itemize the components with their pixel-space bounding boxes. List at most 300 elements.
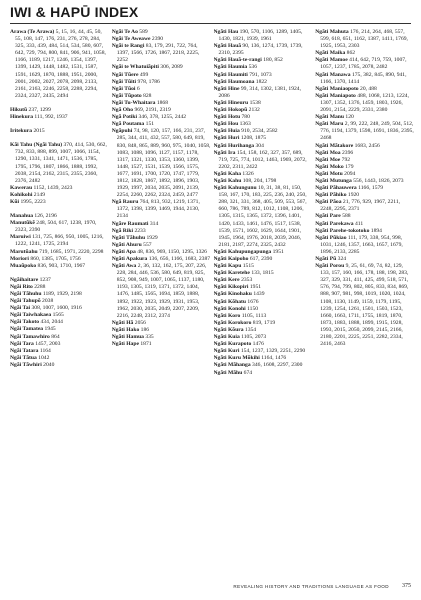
index-entry-name: Ngāi Rito — [10, 283, 33, 290]
index-entry — [214, 263, 313, 270]
index-entry-name: Ngāti Hurihanga — [213, 142, 255, 149]
index-entry-pages: 2015 — [33, 128, 45, 135]
index-entry-pages: 180, 852 — [263, 57, 283, 64]
page-footer — [10, 583, 411, 593]
index-entry-name: Ngāi te Rangi — [111, 43, 145, 50]
index-entry-pages: 2288 — [34, 283, 46, 290]
index-column — [214, 29, 313, 574]
index-entry — [214, 306, 313, 313]
index-entry-pages: 1945 — [44, 326, 56, 333]
index-entry-name: Marutūahu — [10, 248, 38, 255]
index-entry-pages: 2353 — [241, 277, 253, 284]
index-entry-pages: 969, 2191, 2319 — [134, 107, 171, 114]
index-entry — [315, 29, 414, 50]
index-entry-name: Ngā Potiki — [111, 114, 138, 121]
index-entry-pages: 434, 2044 — [40, 319, 63, 326]
index-entry-pages: 1929 — [146, 234, 158, 241]
index-entry-name: Ngāi Takoto — [10, 319, 40, 326]
index-entry-name: Ngāi Tai — [10, 305, 31, 312]
index-entry-name: Ngāti Hape — [111, 341, 139, 348]
index-entry-pages: 1208, 1875 — [240, 135, 267, 142]
index-entry — [315, 235, 414, 256]
page-title: IWI & HAPŪ INDEX — [10, 4, 139, 20]
index-entry — [214, 79, 313, 86]
index-entry-pages: 719, 1685, 1971, 2220, 2298 — [39, 248, 104, 255]
index-entry — [10, 107, 109, 114]
index-entry-pages: 1439 — [253, 291, 265, 298]
index-entry — [112, 43, 211, 64]
index-entry-pages: 6 — [136, 85, 140, 92]
index-entry-pages: 1166, 1579 — [358, 185, 384, 192]
index-entry-name: Ngāre Raumati — [111, 220, 149, 227]
index-entry-pages: 136, 656, 1166, 1683, 2387 — [148, 256, 211, 262]
index-entry — [315, 178, 414, 185]
index-entry-name: Ngāi Tamawhiro — [10, 333, 50, 340]
index-entry-name: Ngāti Konohi — [213, 305, 246, 312]
index-entry-name: Ngāti Hineuru — [213, 99, 249, 106]
index-entry — [315, 185, 414, 192]
index-entry — [214, 277, 313, 284]
index-entry-pages: 186 — [140, 326, 150, 333]
index-entry — [214, 249, 313, 256]
index-entry — [214, 107, 313, 114]
index-entry — [214, 284, 313, 291]
index-entry-pages: 74, 98, 120, 157, 166, 231, 237, 285, 344, 411, 432, 557, 580, 649, 819, 830, 848, 865, 889, 960, 975, 1040, 1058, 1083, 1088, 1096, 1127, 1157, 1178, 1317, 1321, 1330, 1353, 1360, 1399, 1448, 1527, 1531, 1539, 1566, 1575, 1677, 1691, 1700, 1720, 1747, 1779, 1812, 1828, 1867, 1892, 1896, 1903, 1929, 1997, 2034, 2035, 2091, 2139, 2254, 2260, 2262, 2324, 2459, 2477 — [116, 128, 211, 199]
index-entry-name: Ngāti Mamoe — [315, 57, 348, 64]
index-entry — [10, 185, 109, 192]
index-entry — [214, 334, 313, 341]
index-entry — [112, 72, 211, 79]
index-entry-pages: 1951 — [272, 248, 284, 255]
index-group — [112, 29, 211, 348]
index-entry-pages: 324 — [337, 256, 347, 262]
index-entry-name: Ngāti Hine — [213, 85, 240, 92]
index-entry-name: Ngāi Tatara — [10, 347, 39, 354]
index-entry-pages: 308, 1007, 1600, 1916 — [31, 305, 82, 312]
index-entry — [315, 228, 414, 235]
index-entry-pages: 1995, 2223 — [20, 198, 46, 205]
index-entry-pages: 1683, 2456 — [354, 142, 380, 149]
index-entry-name: Ngāti Pāhiko — [315, 192, 347, 199]
index-entry-pages: 556, 1443, 1826, 2073 — [353, 177, 404, 184]
index-group — [10, 107, 109, 121]
index-entry — [214, 29, 313, 43]
index-entry-name: Ngāti Koro — [213, 312, 241, 319]
index-entry — [112, 100, 211, 107]
index-entry-pages: 1363 — [239, 121, 251, 128]
index-entry — [315, 143, 414, 150]
index-entry-name: Ngāi Taiwhakaea — [10, 312, 52, 319]
index-entry-pages: 314 — [149, 220, 159, 227]
index-entry-name: Ngāti Kuri — [213, 348, 240, 355]
index-entry — [214, 320, 313, 327]
index-entry-name: Ngāi Tātua — [10, 354, 37, 361]
index-entry — [10, 284, 109, 291]
index-entry-pages: 764, 813, 932, 1219, 1371, 1372, 1398, 1399, 1469, 1944, 2130, 2134 — [116, 199, 200, 220]
index-entry-pages: 1457, 2003 — [35, 340, 61, 347]
index-entry-name: Ngāti Kikopiri — [213, 284, 249, 291]
index-entry-name: Ngāi Tūiti — [111, 78, 137, 85]
index-entry — [10, 334, 109, 341]
index-entry-pages: 335 — [145, 334, 154, 341]
index-header — [10, 3, 411, 24]
index-entry — [315, 164, 414, 171]
index-entry-pages: 21, 776, 929, 1967, 2211, 2248, 2295, 2371 — [320, 199, 401, 213]
index-entry-pages: 910, 2534, 2582 — [241, 128, 278, 135]
index-entry-name: Ngāti Mahuta — [315, 29, 349, 35]
index-entry-name: Ngāi Te Aweawe — [111, 36, 151, 43]
index-entry-name: Ngāi Tu-Whaitara — [111, 99, 156, 106]
page-number: 375 — [402, 583, 411, 589]
index-group — [10, 213, 109, 270]
index-entry — [214, 171, 313, 178]
index-entry — [10, 291, 109, 298]
index-entry-name: Hikutū — [10, 106, 28, 113]
index-entry-pages: 617, 2390 — [249, 256, 273, 262]
index-entry-pages: 411 — [354, 220, 364, 227]
index-entry-pages: 819, 1719 — [252, 319, 276, 326]
index-entry-pages: 346, 1608, 2297, 2300 — [252, 362, 303, 369]
index-entry-pages: 346, 378, 1255, 2442 — [138, 114, 187, 121]
index-entry — [10, 142, 109, 185]
index-entry — [112, 327, 211, 334]
index-entry-name: Ngāti Hauā — [213, 43, 242, 50]
index-entry — [315, 121, 414, 142]
index-entry — [112, 64, 211, 71]
index-entry — [214, 370, 313, 377]
index-entry-pages: 2, 36, 132, 162, 175, 207, 226, 228, 284, 446, 536, 580, 649, 819, 825, 852, 908, 949, 1007, 1065, 1137, 1180, 1193, 1305, 1319, 1371, 1372, 1404, 1476, 1485, 1565, 1694, 1859, 1888, 1892, 1922, 1923, 1929, 1931, 1953, 1962, 2030, 2035, 2049, 2207, 2209, 2216, 2248, 2312, 2374 — [116, 263, 207, 319]
index-entry-pages: 111, 179, 338, 954, 998, 1031, 1246, 1357, 1663, 1657, 1679, 1896, 2133, 2285 — [320, 234, 403, 255]
index-entry — [112, 334, 211, 341]
index-entry-name: Kawerau — [10, 184, 33, 191]
index-entry — [112, 221, 211, 228]
index-entry-pages: 836, 903, 1710, 1967 — [37, 262, 86, 269]
index-entry — [10, 114, 109, 121]
index-entry-name: Ngāti Hotu — [213, 114, 241, 121]
index-column — [10, 29, 109, 574]
index-group — [10, 277, 109, 369]
index-entry-name: Ngāti Kaha — [213, 170, 242, 177]
index-entry-name: Ngāti Kahungunu — [213, 185, 257, 192]
index-entry-pages: 1150 — [247, 305, 259, 312]
index-entry-name: Manahua — [10, 213, 34, 220]
index-entry-pages: 2, 99, 222, 248, 249, 504, 512, 776, 1194, 1379, 1598, 1691, 1836, 2395, 2468 — [320, 121, 414, 142]
index-entry-name: Ngāti Motu — [315, 170, 343, 177]
index-entry-name: Ngāti Kōhatu — [213, 298, 246, 305]
index-entry-name: Ngāti Hokopū — [213, 107, 248, 114]
index-entry — [315, 192, 414, 199]
index-entry — [112, 93, 211, 100]
index-entry-pages: 860, 1385, 1705, 1756 — [30, 255, 81, 262]
index-entry-pages: 1565 — [52, 312, 64, 319]
index-entry-name: Ngāti Moe — [315, 156, 341, 163]
index-entry-name: Ngāti Parehe-tokotoko — [315, 227, 370, 234]
index-entry-pages: 1152, 1439, 2423 — [33, 184, 73, 191]
index-column — [315, 29, 414, 574]
index-entry — [10, 319, 109, 326]
index-entry-name: Ngāi Tahupō — [10, 298, 41, 305]
index-group — [214, 29, 313, 377]
index-entry-name: Ngāti Hauā-te-rangi — [213, 57, 262, 64]
index-entry — [214, 135, 313, 142]
index-entry-name: Ngāti Kaipoho — [213, 256, 249, 262]
index-entry-pages: 1042 — [38, 354, 50, 361]
index-entry-pages: 248, 504, 617, 1238, 1970, 2323, 2390 — [15, 220, 97, 234]
index-entry-name: Ngāti Kōura — [213, 326, 244, 333]
index-entry — [112, 199, 211, 220]
index-group — [315, 29, 414, 348]
index-entry-pages: 370, 414, 530, 662, 732, 833, 888, 899, 1007, 1066, 1154, 1290, 1331, 1341, 1471, 1536, 1785, 1795, 1796, 1807, 1866, 1888, 1992, 2038, 2154, 2162, 2315, 2355, 2360, 2376, 2482 — [15, 142, 107, 184]
index-entry-pages: 1538 — [249, 99, 261, 106]
index-entry — [10, 298, 109, 305]
index-entry-name: Ngā Poutama — [111, 121, 145, 128]
index-entry-pages: 151 — [145, 121, 155, 128]
index-entry — [315, 72, 414, 86]
index-group — [10, 142, 109, 206]
index-entry — [112, 341, 211, 348]
index-entry-pages: 414, 642, 719, 759, 1007, 1057, 1237, 1785, 2078, 2482 — [320, 57, 407, 71]
index-entry-name: Ngā Oho — [111, 107, 134, 114]
index-entry-name: Iritekura — [10, 128, 33, 135]
index-entry — [315, 86, 414, 93]
index-entry-pages: 2056 — [134, 319, 146, 326]
index-entry-pages: 237, 1299 — [28, 106, 51, 113]
index-entry — [214, 348, 313, 355]
index-entry — [112, 249, 211, 256]
index-entry-name: Arawa (Te Arawa) — [10, 29, 55, 35]
index-entry-pages: 1105, 1113 — [241, 312, 267, 319]
index-entry — [214, 178, 313, 185]
index-entry — [214, 313, 313, 320]
index-entry — [315, 157, 414, 164]
index-entry — [214, 114, 313, 121]
index-entry-name: Ngāti Maniapoto — [315, 92, 356, 99]
index-entry-name: Ngāti Hau — [213, 29, 239, 35]
index-entry-name: Moriori — [10, 255, 29, 262]
index-entry-name: Ngāti Māhanga — [213, 362, 251, 369]
index-entry-pages: 864 — [51, 333, 60, 340]
index-entry-pages: 83, 179, 291, 722, 764, 1397, 1566, 1726, 1867, 2218, 2225, 2252 — [116, 43, 200, 64]
index-entry-name: Ngāi Tāhuhu — [10, 291, 42, 297]
index-entry-name: Muaūpoko — [10, 262, 37, 269]
index-entry — [10, 249, 109, 256]
index-entry — [315, 50, 414, 57]
index-entry-pages: 10, 31, 38, 81, 150, 158, 167, 170, 183, 225, 236, 240, 250, 288, 321, 331, 368, 405, 509, 553, 567, 660, 786, 789, 812, 1012, 1108, 1206, 1305, 1315, 1365, 1372, 1396, 1401, 1420, 1433, 1461, 1476, 1517, 1538, 1539, 1571, 1602, 1629, 1644, 1901, 1945, 1964, 1976, 2018, 2039, 2046, 2181, 2187, 2274, 2325, 2432 — [218, 185, 307, 248]
index-entry-name: Manutūkē — [10, 220, 35, 227]
index-entry — [112, 86, 211, 93]
index-entry-pages: 179 — [345, 163, 354, 170]
index-entry-name: Ngāti Haumia — [213, 64, 248, 71]
index-entry-name: Ngāi Te Ao — [111, 29, 138, 35]
index-entry-pages: 792 — [341, 156, 351, 163]
index-entry — [112, 114, 211, 121]
index-entry-pages: 2233 — [134, 227, 146, 234]
index-columns — [10, 29, 414, 574]
index-entry-name: Ngāti Pū — [315, 256, 337, 262]
index-entry-name: Ngāti Huri — [213, 135, 240, 142]
index-entry — [112, 263, 211, 320]
index-entry-name: Ngāti Moko — [315, 163, 344, 170]
index-entry — [214, 57, 313, 64]
index-entry-name: Hinekura — [10, 114, 34, 121]
index-entry — [112, 121, 211, 128]
index-entry-name: Ngāti Mātakore — [315, 142, 354, 149]
index-entry-pages: 2038 — [42, 298, 54, 305]
index-entry-name: Ngāti Pare — [315, 213, 341, 220]
index-entry-pages: 589 — [139, 29, 148, 35]
index-entry — [10, 128, 109, 135]
index-entry-pages: 2149 — [33, 191, 45, 198]
index-entry-pages: 133, 1815 — [251, 270, 274, 277]
index-entry-name: Ngāihaitare — [10, 276, 39, 283]
index-entry-pages: 1164, 1476 — [261, 355, 287, 362]
index-entry — [10, 305, 109, 312]
index-entry-name: Ngāti Huia — [213, 128, 240, 135]
index-entry-pages: 304 — [255, 142, 264, 149]
index-entry-name: Kohikohi — [10, 191, 33, 198]
index-entry — [112, 79, 211, 86]
index-entry-name: Ngā Riki — [111, 227, 134, 234]
index-entry-name: Ngāti Ira — [213, 149, 236, 156]
index-entry-name: Ngāti Kere — [213, 277, 240, 284]
index-entry — [214, 355, 313, 362]
index-entry — [214, 143, 313, 150]
index-entry — [10, 29, 109, 100]
index-entry — [315, 199, 414, 213]
index-entry — [10, 355, 109, 362]
index-entry — [10, 341, 109, 348]
index-entry — [112, 128, 211, 199]
index-entry — [10, 192, 109, 199]
index-entry-name: Ngāti Kurapoto — [213, 341, 252, 348]
index-entry — [112, 320, 211, 327]
index-entry-pages: 20, 488 — [360, 85, 377, 92]
index-entry — [214, 341, 313, 348]
index-entry — [112, 242, 211, 249]
index-entry-name: Ngāti Karetehe — [213, 270, 250, 277]
index-entry-pages: 120 — [345, 114, 354, 121]
index-entry-pages: 154, 1237, 1329, 2251, 2290 — [240, 348, 306, 355]
index-entry-name: Ngāti Haumoana — [213, 78, 255, 85]
index-entry-pages: 1189, 1929, 2198 — [42, 291, 82, 297]
index-entry-name: Ngāti Maika — [315, 50, 346, 57]
index-entry-pages: 1515 — [242, 263, 254, 270]
index-entry-name: Ngāti Kahupungapunga — [213, 248, 272, 255]
index-entry-name: Ngāti Maniaopoto — [315, 85, 359, 92]
index-entry-name: Ngāti Apakura — [111, 256, 148, 262]
index-entry-name: Ngāti Hā — [111, 319, 134, 326]
index-entry-pages: 1868 — [156, 99, 169, 106]
index-entry — [315, 57, 414, 71]
index-entry-name: Ngāti Kuru Mōkihi — [213, 355, 260, 362]
index-entry — [214, 256, 313, 263]
index-entry-pages: 1354 — [244, 326, 257, 333]
index-entry-name: Ngāti Pāoa — [315, 199, 342, 206]
index-entry-pages: 154, 158, 162, 327, 357, 689, 719, 725, 774, 1012, 1463, 1969, 2072, 2202, 2311, 2422 — [218, 149, 307, 170]
index-entry — [10, 256, 109, 263]
index-entry-name: Ngāti Kuia — [213, 334, 240, 341]
index-entry-pages: 2390 — [151, 36, 164, 43]
index-entry — [214, 64, 313, 71]
index-entry — [10, 348, 109, 355]
index-entry-pages: 499 — [139, 71, 149, 78]
index-entry-name: Ngāti Kahu — [213, 177, 242, 184]
index-group — [10, 29, 109, 100]
index-entry-pages: 176, 214, 264, 468, 557, 599, 618, 651, 1162, 1387, 1411, 1769, 1925, 1953, 2303 — [320, 29, 408, 50]
index-entry — [10, 199, 109, 206]
index-entry — [315, 256, 414, 263]
index-entry-pages: 1920 — [347, 192, 360, 199]
index-entry-name: Ngāti Porou — [315, 263, 345, 270]
index-entry-pages: 48, 836, 969, 1150, 1295, 1326 — [137, 248, 207, 255]
index-entry-name: Ngāti Kapu — [213, 263, 242, 270]
index-entry-pages: 1871 — [140, 341, 152, 348]
index-entry-pages: 175, 382, 845, 890, 941, 1166, 1370, 1414 — [320, 71, 407, 85]
index-entry-name: Ngāti Kinohaku — [213, 291, 252, 298]
index-entry — [315, 114, 414, 121]
index-entry-pages: 306, 2089 — [160, 64, 183, 71]
index-entry-name: Ngāi Tūoi — [111, 85, 136, 92]
index-entry-name: Ngāti Māhu — [213, 369, 243, 376]
index-entry — [112, 235, 211, 242]
index-entry-pages: 2396 — [341, 149, 354, 156]
index-entry — [112, 36, 211, 43]
index-entry-name: Ngā Rauru — [111, 199, 139, 206]
index-entry-pages: 780 — [241, 114, 250, 121]
index-entry-pages: 131, 725, 866, 950, 1005, 1216, 1222, 1241, 1725, 2194 — [15, 234, 104, 248]
index-entry — [112, 107, 211, 114]
index-entry-pages: 1476 — [252, 341, 264, 348]
index-entry-pages: 5, 15, 16, 44, 45, 50, 55, 108, 147, 176, 231, 276, 278, 284, 325, 333, 439, 484, 514, 534, 580, 607, 642, 729, 794, 800, 841, 906, 941, 1058, 1166, 1189, 1217, 1246, 1354, 1397, 1399, 1429, 1448, 1482, 1531, 1587, 1591, 1629, 1870, 1888, 1951, 2000, 2001, 2002, 2027, 2078, 2098, 2133, 2161, 2163, 2246, 2258, 2288, 2294, 2324, 2327, 2435, 2494 — [15, 29, 106, 99]
index-entry — [214, 270, 313, 277]
index-entry-name: Ngāi Tūpoto — [111, 92, 142, 99]
index-entry — [315, 263, 414, 348]
index-entry-name: Ngāti Hamua — [111, 334, 144, 341]
index-entry — [10, 220, 109, 234]
index-entry-pages: 862 — [346, 50, 356, 57]
index-entry — [10, 277, 109, 284]
index-entry — [214, 43, 313, 57]
index-entry-name: Ngāi Tūere — [111, 71, 139, 78]
index-entry-pages: 791, 1073 — [249, 71, 272, 78]
index-entry-name: Ngāti Ahuru — [111, 241, 142, 248]
index-entry-pages: 488, 1068, 1213, 1224, 1307, 1352, 1376, 1459, 1803, 1926, 2091, 2154, 2229, 2331, 2380 — [320, 92, 409, 114]
index-entry-name: Ngāi Tāwhiri — [10, 361, 42, 368]
index-entry-pages: 1237 — [39, 276, 51, 283]
index-entry — [10, 326, 109, 333]
index-entry-pages: 1822 — [255, 78, 267, 85]
index-entry — [315, 150, 414, 157]
index-entry — [10, 362, 109, 369]
index-entry-name: Ngāpuhi — [111, 128, 133, 135]
index-entry-name: Ngāi Tamatea — [10, 326, 44, 333]
index-entry-name: Ngāti Hou — [213, 121, 239, 128]
index-entry — [214, 121, 313, 128]
index-entry-name: Kāi Tahu (Ngāi Tahu) — [10, 142, 63, 149]
index-entry-name: Ngāti Tāhuhu — [111, 234, 146, 241]
index-entry — [214, 327, 313, 334]
index-entry-pages: 90, 136, 1274, 1739, 1739, 2310, 2395 — [218, 43, 303, 57]
index-entry-name: Ngāti Haumiti — [213, 71, 248, 78]
index-entry-name: Ngāti Pūkiao — [315, 234, 347, 241]
index-entry-pages: 2094 — [344, 170, 356, 177]
index-entry — [214, 291, 313, 298]
index-column — [112, 29, 211, 574]
index-entry-pages: 536 — [248, 64, 258, 71]
index-entry — [214, 362, 313, 369]
index-entry-name: Ngāti Parekawa — [315, 220, 354, 227]
index-entry-pages: 1676 — [247, 298, 259, 305]
